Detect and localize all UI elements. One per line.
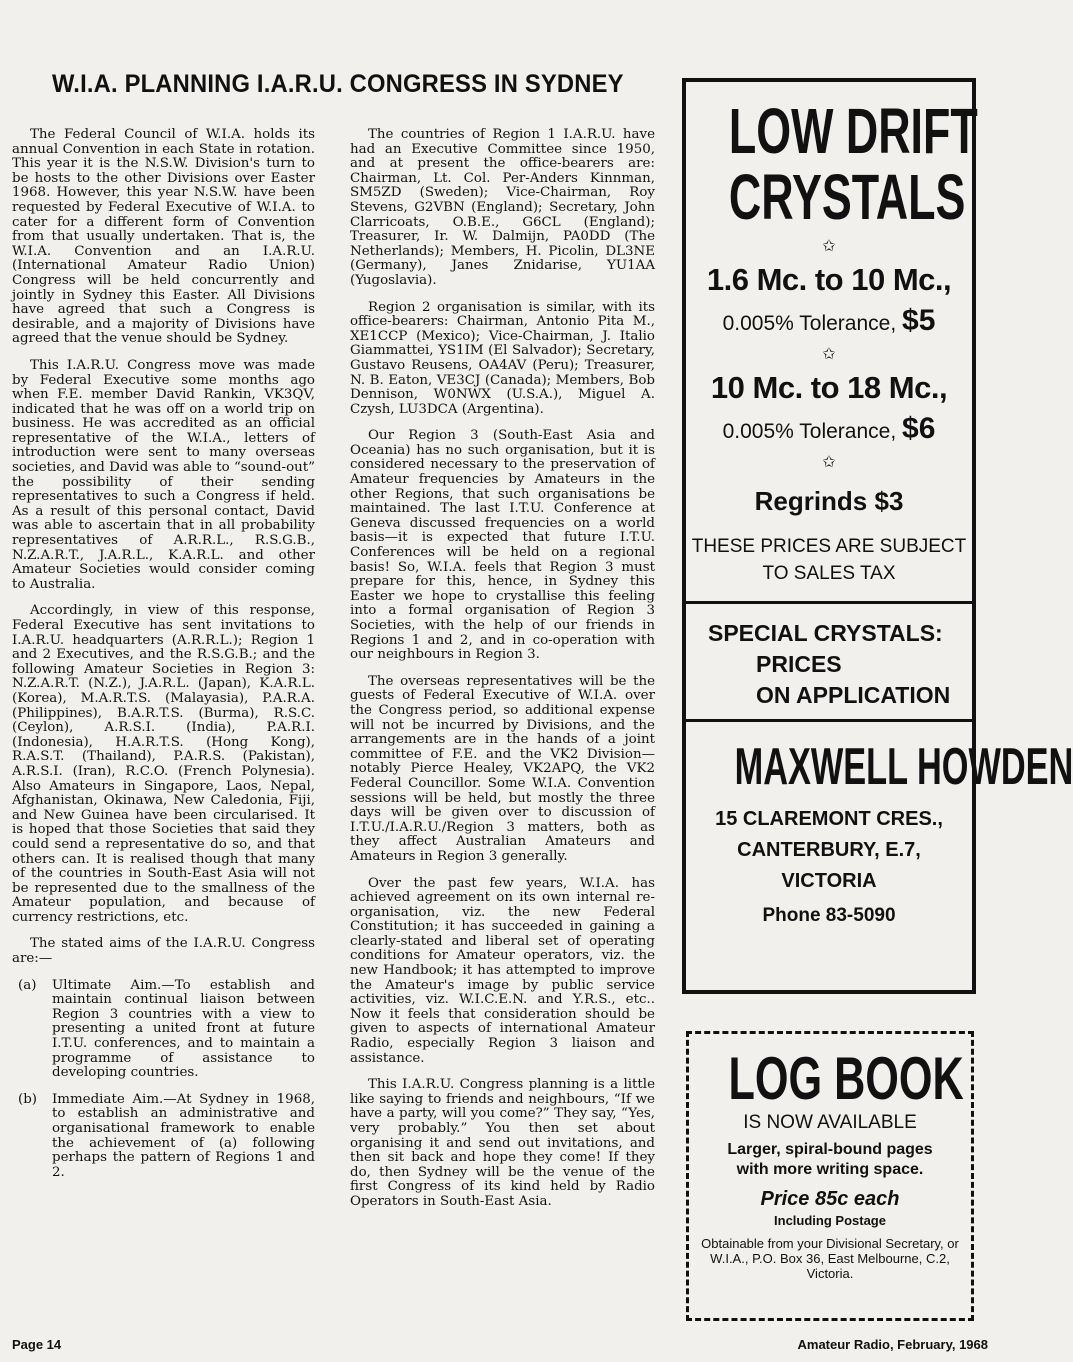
article-column-2 <box>350 128 655 1222</box>
aim-item <box>12 979 315 1081</box>
company-phone: Phone 83-5090 <box>762 905 896 926</box>
paragraph: The countries of Region 1 I.A.R.U. have had an Executive Committee since 1950, and at present the office-bearers are: Chairman, Lt. Col. Per-Anders Kinnman, SM5ZD (Sweden); Vice-Chairman, Roy Stevens, G2VBN (England); Secretary, John Clarricoats, O.B.E., G6CL (England); Treasurer, Ir. W. Dalmijn, PA0DD (The Netherlands); Members, H. Picolin, DL3NE (Germany), Janes Znidarise, YU1AA (Yugoslavia). <box>350 127 655 288</box>
tolerance-line <box>686 304 972 338</box>
frequency-range: 10 Mc. to 18 Mc., <box>710 370 948 405</box>
aim-item <box>12 1093 315 1181</box>
log-book-description <box>689 1140 971 1180</box>
paragraph: Accordingly, in view of this response, Federal Executive has sent invitations to I.A.R.U. headquarters (A.R.R.L.); Region 1 and 2 Executives, and the R.S.G.B.; and the following Amateur Societies in Region 3: N.Z.A.R.T. (N.Z.), J.A.R.L. (Japan), K.A.R.L. (Korea), M.A.R.T.S. (Malayasia), P.A.R.A. (Philippines), B.A.R.T.S. (Burma), R.S.C. (Ceylon), A.R.S.I. (India), P.A.R.I. (Indonesia), H.A.R.T.S. (Hong Kong), R.A.S.T. (Thailand), P.A.R.S. (Pakistan), A.R.S.I. (Iran), R.C.O. (French Polynesia). Also Amateurs in Singapore, Laos, Nepal, Afghanistan, Okinawa, New Caledonia, Fiji, and New Guinea have been circularised. It is hoped that those Societies that said they could send a representative do so, and that others can. It is realised though that many of the countries in South-East Asia will not be represented due to the smallness of the Amateur population, and because of currency restrictions, etc. <box>12 603 315 925</box>
publication-info: Amateur Radio, February, 1968 <box>797 1337 988 1352</box>
page-number: Page 14 <box>12 1337 62 1352</box>
article-column-1 <box>12 128 315 1192</box>
crystals-advertisement <box>682 78 1073 994</box>
log-book-advertisement <box>686 1031 974 1321</box>
availability: IS NOW AVAILABLE <box>743 1112 917 1133</box>
log-book-price: Price 85c each <box>760 1188 900 1210</box>
company-name: MAXWELL HOWDEN <box>734 738 1073 796</box>
frequency-range: 1.6 Mc. to 10 Mc., <box>706 262 952 297</box>
tolerance-text: 0.005% Tolerance, <box>722 420 897 443</box>
article-headline: W.I.A. PLANNING I.A.R.U. CONGRESS IN SYDNEY <box>52 70 624 98</box>
company-address <box>686 804 972 897</box>
star-icon: ✩ <box>822 454 836 471</box>
sales-tax-note <box>686 525 972 604</box>
regrinds-price: Regrinds $3 <box>754 486 904 516</box>
special-line: ON APPLICATION <box>756 682 951 708</box>
aims-list <box>12 979 315 1181</box>
aim-label: (a) <box>18 977 37 993</box>
paragraph: The overseas representatives will be the guests of Federal Executive of W.I.A. over the Congress period, so additional expense will not be incurred by Divisions, and the arrangements are in the hands of a joint committee of F.E. and the VK2 Division—notably Pierce Healey, VK2APQ, the VK2 Federal Councillor. Some W.I.A. Convention sessions will be held, but mostly the three days will be given over to discussion of I.T.U./I.A.R.U./Region 3 matters, both as they affect Australian Amateurs and Amateurs in Region 3 generally. <box>350 673 655 864</box>
price: $6 <box>902 412 936 445</box>
tolerance-line <box>686 412 972 446</box>
tax-line: THESE PRICES ARE SUBJECT <box>691 536 967 557</box>
paragraph: This I.A.R.U. Congress planning is a little like saying to friends and neighbours, “If we have a party, will you come?” They say, “Yes, very probably.” You then set about organising it and send out invitations, and then sit back and hope they come! If they do, then Sydney will be the venue of the first Congress of its kind held by Radio Operators in South-East Asia. <box>350 1077 655 1209</box>
paragraph: Our Region 3 (South-East Asia and Oceania) has no such organisation, but it is considered necessary to the preservation of Amateur frequencies by Amateurs in the other Regions, that such organisations be maintained. The last I.T.U. Conference at Geneva discussed frequencies on a world basis—it is expected that future I.T.U. Conferences will be held on a regional basis! So, W.I.A. feels that Region 3 must prepare for this, hence, in Sydney this Easter we hope to crystallise this feeling into a formal organisation of Region 3 Societies, with the help of our friends in Regions 1 and 2, and in co-operation with our neighbours in Region 3. <box>350 428 655 663</box>
aim-text: Immediate Aim.—At Sydney in 1968, to establish an administrative and organisational framework to enable the achievement of (a) following perhaps the pattern of Regions 1 and 2. <box>52 1091 315 1180</box>
obtain-info: Obtainable from your Divisional Secretary, or W.I.A., P.O. Box 36, East Melbourne, C.2, Victoria. <box>701 1236 959 1281</box>
paragraph: The stated aims of the I.A.R.U. Congress are:— <box>12 936 315 967</box>
postage-note: Including Postage <box>774 1213 886 1228</box>
ad-title-line-2: CRYSTALS <box>728 161 966 233</box>
paragraph: The Federal Council of W.I.A. holds its annual Convention in each State in rotation. This year it is the N.S.W. Division's turn to be hosts to the other Divisions over Easter 1968. However, this year N.S.W. have been requested by Federal Executive of W.I.A. to cater for a different form of Convention from that usually undertaken. That is, the W.I.A. Convention and an I.A.R.U. (International Amateur Radio Union) Congress will be held concurrently and jointly in Sydney this Easter. All Divisions have agreed that such a Congress is desirable, and a majority of Divisions have agreed that the venue should be Sydney. <box>12 127 315 347</box>
special-crystals <box>686 604 972 722</box>
paragraph: Region 2 organisation is similar, with its office-bearers: Chairman, Antonio Pita M., XE1CCP (Mexico); Vice-Chairman, J. Italio Giammattei, YS1IM (El Salvador); Secretary, Gustavo Reusens, OA4AV (Peru); Treasurer, N. B. Eaton, VE3CJ (Canada); Members, Bob Dennison, W0NWX (U.S.A.), Miguel A. Czysh, LU3DCA (Argentina). <box>350 299 655 417</box>
special-line: SPECIAL CRYSTALS: <box>708 620 943 646</box>
paragraph: Over the past few years, W.I.A. has achieved agreement on its own internal re-organisation, viz. the new Federal Constitution; it has succeeded in gaining a clearly-stated and liberal set of operating conditions for Amateur operators, viz. the new Handbook; it has attempted to improve the Amateur's image by public service activities, viz. W.I.C.E.N. and Y.R.S., etc.. Now it feels that consideration should be given to aspects of international Amateur Radio, especially Region 3 liaison and assistance. <box>350 875 655 1066</box>
star-icon: ✩ <box>822 238 836 255</box>
star-icon: ✩ <box>822 346 836 363</box>
description-line: Larger, spiral-bound pages <box>727 1141 933 1158</box>
price: $5 <box>902 304 936 337</box>
description-line: with more writing space. <box>736 1161 924 1178</box>
paragraph: This I.A.R.U. Congress move was made by Federal Executive some months ago when F.E. member David Rankin, VK3QV, indicated that he was off on a world trip on business. He was accredited as an official representative of the W.I.A., letters of introduction were sent to many overseas societies, and David was able to “sound-out” the possibility of their sending representatives to such a Congress if held. As a result of this personal contact, David was able to ascertain that in all probability representatives of A.R.R.L., R.S.G.B., N.Z.A.R.T., J.A.R.L., K.A.R.L. and other Amateur Societies would consider coming to Australia. <box>12 357 315 592</box>
ad-title-line-1: LOW DRIFT <box>728 95 978 167</box>
aim-text: Ultimate Aim.—To establish and maintain continual liaison between Region 3 countries with a view to presenting a united front at future I.T.U. conferences, and to maintain a programme of assistance to developing countries. <box>52 977 315 1081</box>
address-line: VICTORIA <box>781 870 877 892</box>
aim-label: (b) <box>18 1091 38 1107</box>
log-book-title: LOG BOOK <box>728 1045 964 1112</box>
address-line: 15 CLAREMONT CRES., <box>715 808 943 830</box>
address-line: CANTERBURY, E.7, <box>737 839 921 861</box>
tax-line: TO SALES TAX <box>762 563 896 584</box>
special-line: PRICES <box>756 651 842 677</box>
tolerance-text: 0.005% Tolerance, <box>722 312 897 335</box>
